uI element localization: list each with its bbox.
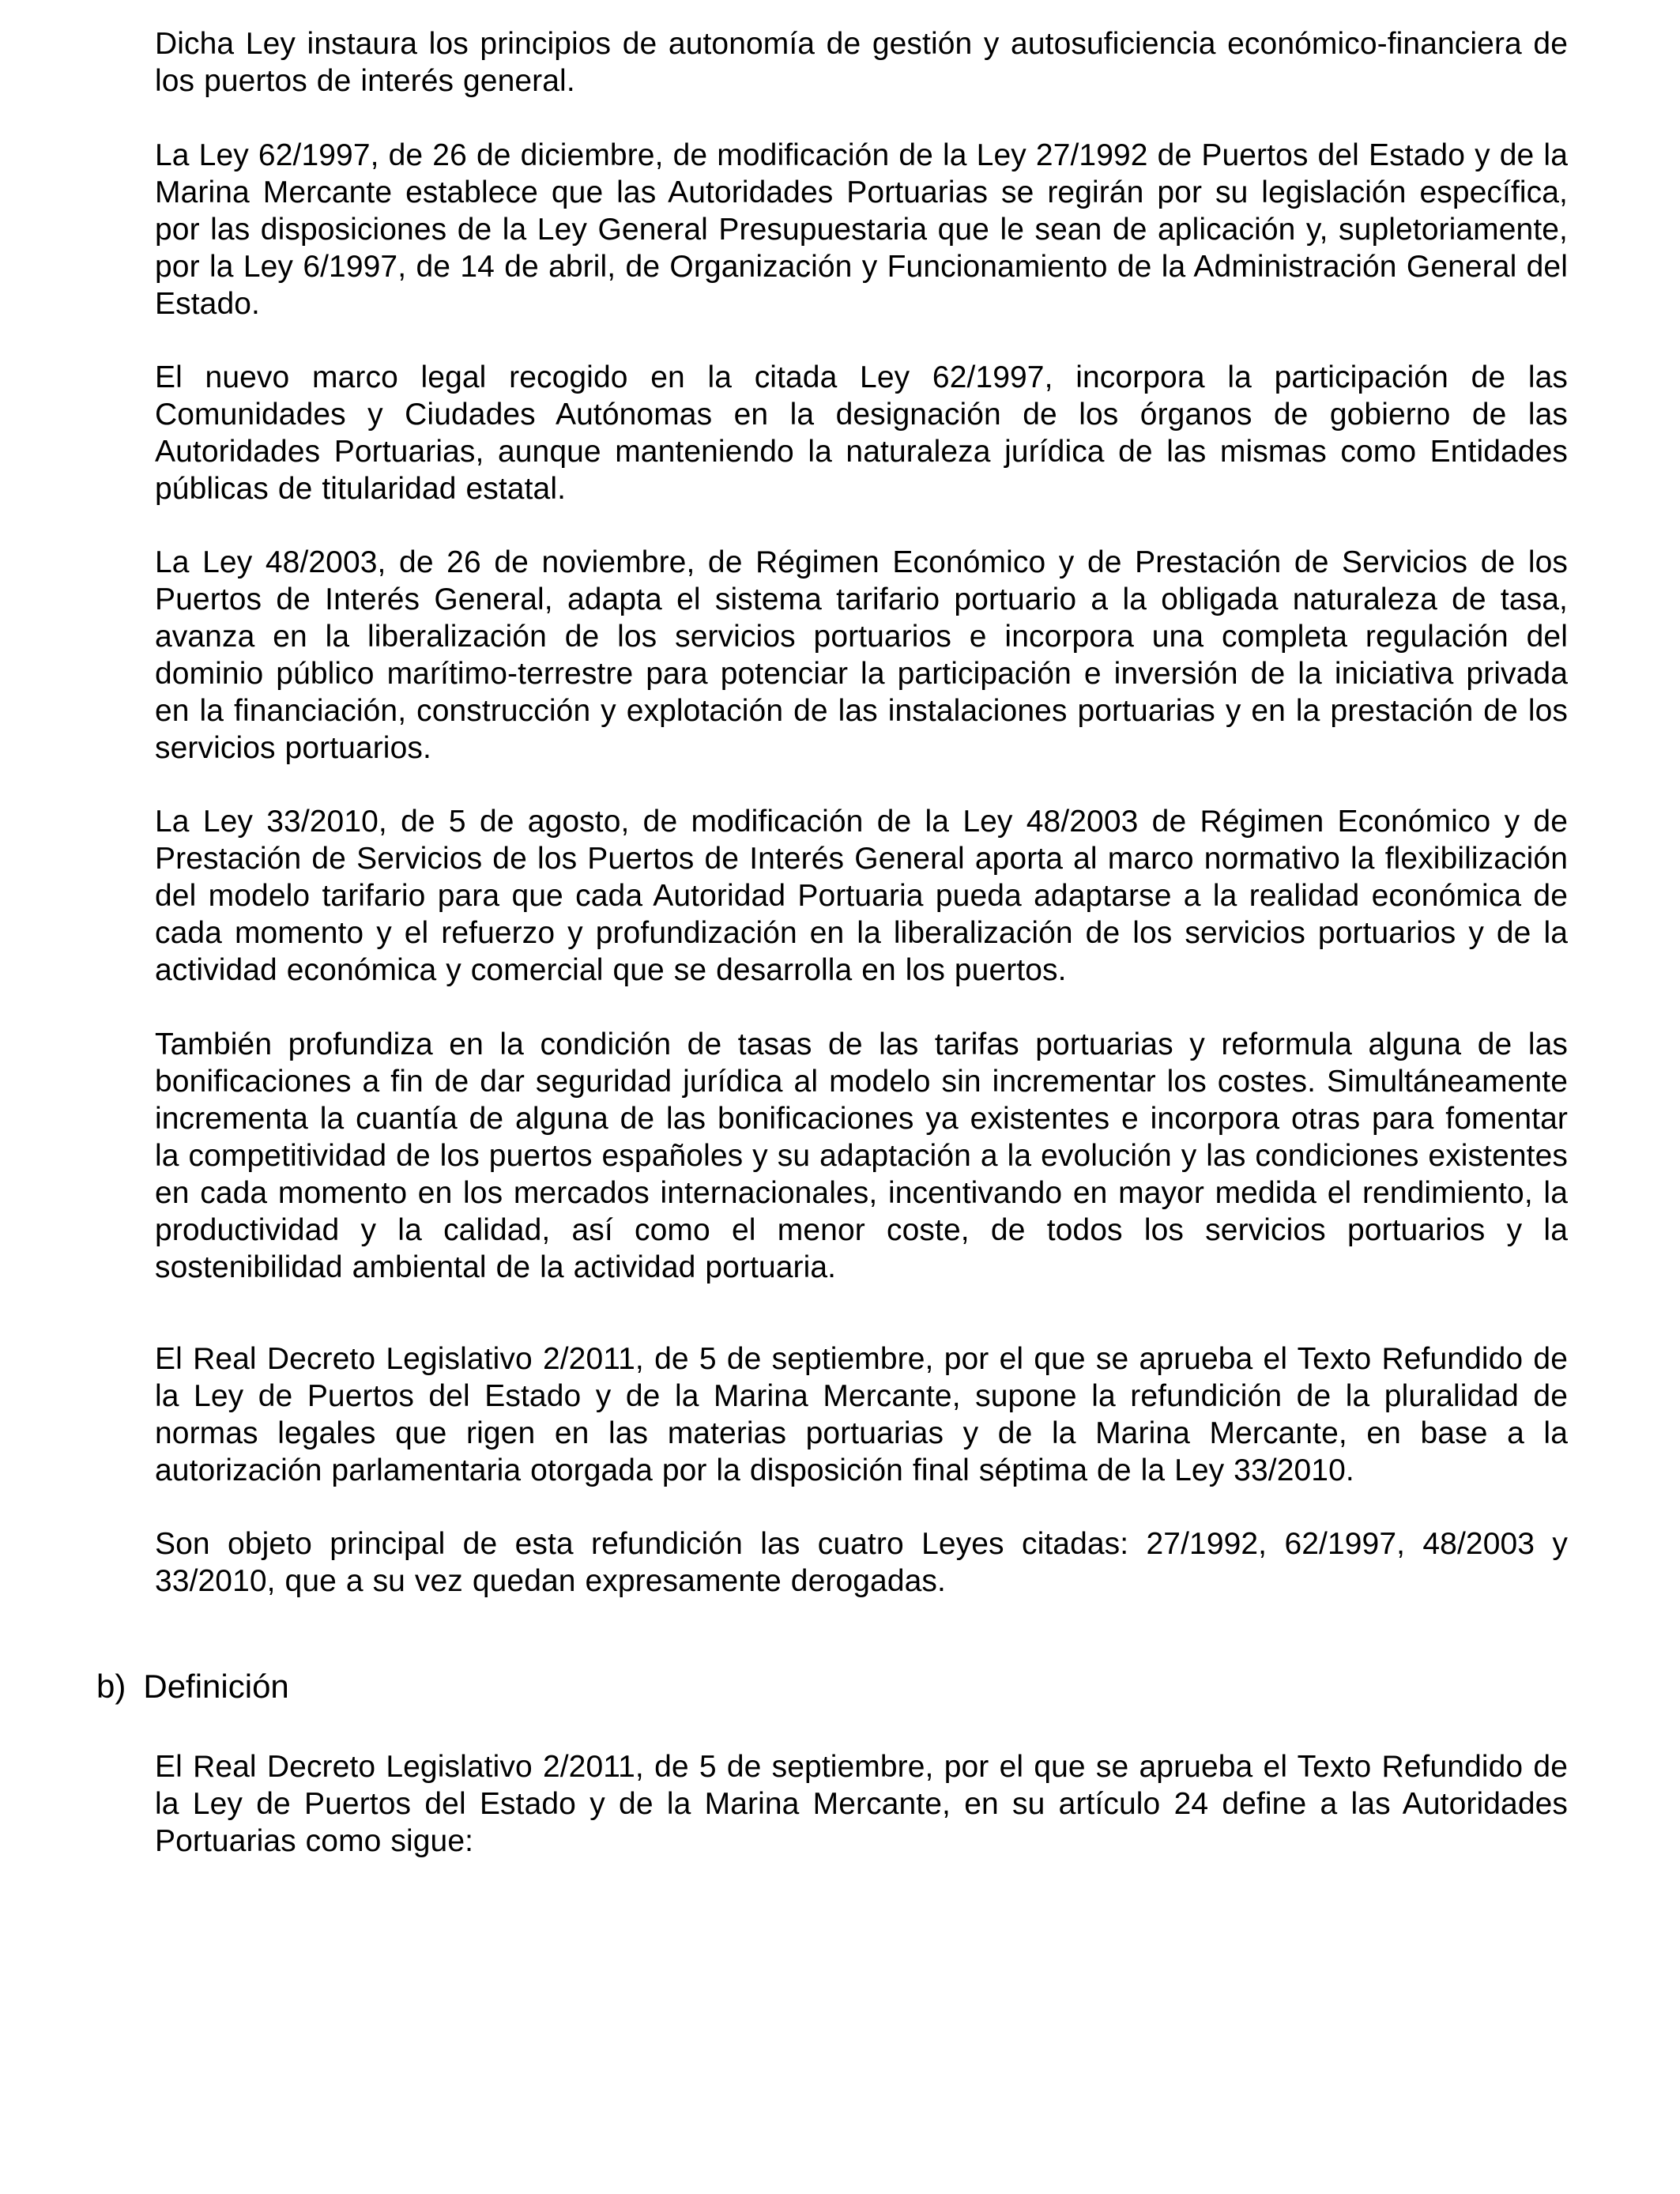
- paragraph-leyes-derogadas: Son objeto principal de esta refundición las cuatro Leyes citadas: 27/1992, 62/1997, 48/2003 y 33/2010, que a su vez quedan expresamente derogadas.: [155, 1527, 1568, 1598]
- paragraph-real-decreto-refundicion: El Real Decreto Legislativo 2/2011, de 5 de septiembre, por el que se aprueba el Texto Refundido de la Ley de Puertos del Estado y de la Marina Mercante, supone la refundición de la pluralidad de normas legales que rigen en las materias portuarias y de la Marina Mercante, en base a la autorización parlamentaria otorgada por la disposición final séptima de la Ley 33/2010.: [155, 1342, 1568, 1487]
- paragraph-ley-48-2003: La Ley 48/2003, de 26 de noviembre, de Régimen Económico y de Prestación de Servicios de los Puertos de Interés General, adapta el sistema tarifario portuario a la obligada naturaleza de tasa, avanza en la liberalización de los servicios portuarios e incorpora una completa regulación del dominio público marítimo-terrestre para potenciar la participación e inversión de la iniciativa privada en la financiación, construcción y explotación de las instalaciones portuarias y en la prestación de los servicios portuarios.: [155, 545, 1568, 765]
- paragraph-tasas-bonificaciones: También profundiza en la condición de tasas de las tarifas portuarias y reformula alguna de las bonificaciones a fin de dar seguridad jurídica al modelo sin incrementar los costes. Simultáneamente incrementa la cuantía de alguna de las bonificaciones ya existentes e incorpora otras para fomentar la competitividad de los puertos españoles y su adaptación a la evolución y las condiciones existentes en cada momento en los mercados internacionales, incentivando en mayor medida el rendimiento, la productividad y la calidad, así como el menor coste, de todos los servicios portuarios y la sostenibilidad ambiental de la actividad portuaria.: [155, 1027, 1568, 1284]
- paragraph-ley-33-2010: La Ley 33/2010, de 5 de agosto, de modificación de la Ley 48/2003 de Régimen Económico y de Prestación de Servicios de los Puertos de Interés General aporta al marco normativo la flexibilización del modelo tarifario para que cada Autoridad Portuaria pueda adaptarse a la realidad económica de cada momento y el refuerzo y profundización en la liberalización de los servicios portuarios y de la actividad económica y comercial que se desarrolla en los puertos.: [155, 805, 1568, 987]
- paragraph-nuevo-marco-legal: El nuevo marco legal recogido en la citada Ley 62/1997, incorpora la participación de las Comunidades y Ciudades Autónomas en la designación de los órganos de gobierno de las Autoridades Portuarias, aunque manteniendo la naturaleza jurídica de las mismas como Entidades públicas de titularidad estatal.: [155, 360, 1568, 506]
- paragraph-ley-62-1997: La Ley 62/1997, de 26 de diciembre, de modificación de la Ley 27/1992 de Puertos del Estado y de la Marina Mercante establece que las Autoridades Portuarias se regirán por su legislación específica, por las disposiciones de la Ley General Presupuestaria que le sean de aplicación y, supletoriamente, por la Ley 6/1997, de 14 de abril, de Organización y Funcionamiento de la Administración General del Estado.: [155, 138, 1568, 321]
- section-heading-definicion: [96, 1667, 289, 1706]
- section-marker: b): [96, 1668, 126, 1705]
- section-title: Definición: [143, 1668, 289, 1705]
- paragraph-articulo-24: El Real Decreto Legislativo 2/2011, de 5 de septiembre, por el que se aprueba el Texto Refundido de la Ley de Puertos del Estado y de la Marina Mercante, en su artículo 24 define a las Autoridades Portuarias como sigue:: [155, 1750, 1568, 1858]
- paragraph-autonomia: Dicha Ley instaura los principios de autonomía de gestión y autosuficiencia económico-financiera de los puertos de interés general.: [155, 27, 1568, 98]
